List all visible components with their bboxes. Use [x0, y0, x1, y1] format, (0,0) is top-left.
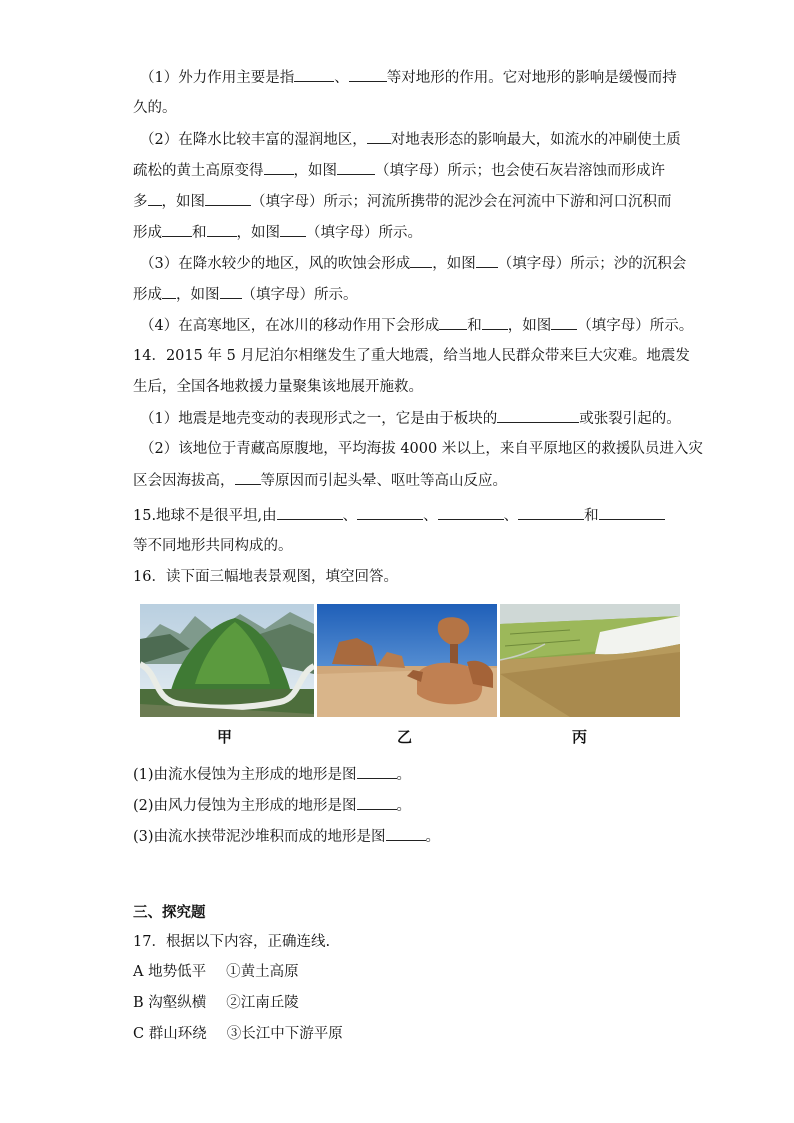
answer-blank[interactable]	[438, 505, 504, 520]
landscape-photo-yi	[317, 604, 497, 717]
answer-blank[interactable]	[264, 160, 294, 175]
q13-part4: （4）在高寒地区，在冰川的移动作用下会形成 和 ，如图 （填字母）所示。	[140, 315, 693, 336]
q17-row	[133, 993, 299, 1013]
answer-blank[interactable]	[476, 253, 498, 268]
answer-blank[interactable]	[518, 505, 584, 520]
q13-part3-line2: 形成 ，如图 （填字母）所示。	[133, 284, 358, 305]
q17-right-item[interactable]: ①黄土高原	[226, 964, 299, 980]
q17-left-item[interactable]: A 地势低平	[133, 964, 207, 980]
answer-blank[interactable]	[162, 222, 192, 237]
answer-blank[interactable]	[482, 315, 508, 330]
answer-blank[interactable]	[220, 284, 242, 299]
q16-sub1: (1)由流水侵蚀为主形成的地形是图 。	[133, 764, 411, 785]
river-meander-illustration	[140, 604, 314, 717]
q17-left-item[interactable]: C 群山环绕	[133, 1026, 207, 1042]
q15-line1: 15.地球不是很平坦,由 、 、 、 和	[133, 505, 665, 526]
q14-stem-line1: 14．2015 年 5 月尼泊尔相继发生了重大地震，给当地人民群众带来巨大灾难。地震发	[133, 348, 690, 364]
q14-part2-line1: （2）该地位于青藏高原腹地，平均海拔 4000 米以上，来自平原地区的救援队员进入灾	[140, 441, 703, 457]
q13-part2-line1: （2）在降水比较丰富的湿润地区， 对地表形态的影响最大，如流水的冲刷使土质	[140, 129, 681, 150]
q13-part2-line3: 多 ，如图 （填字母）所示；河流所携带的泥沙会在河流中下游和河口沉积而	[133, 191, 672, 212]
answer-blank[interactable]	[235, 470, 261, 485]
q17-left-item[interactable]: B 沟壑纵横	[133, 995, 207, 1011]
answer-blank[interactable]	[280, 222, 306, 237]
photo-caption-yi: 乙	[397, 728, 413, 746]
desert-rock-illustration	[317, 604, 497, 717]
photo-caption-jia: 甲	[217, 728, 233, 746]
q13-part1-line2: 久的。	[133, 100, 177, 116]
q17-right-item[interactable]: ②江南丘陵	[226, 995, 299, 1011]
q17-stem: 17．根据以下内容，正确连线.	[133, 934, 331, 950]
answer-blank[interactable]	[162, 284, 176, 299]
answer-blank[interactable]	[357, 795, 397, 810]
section-heading: 三、探究题	[133, 904, 206, 921]
answer-blank[interactable]	[367, 129, 391, 144]
photo-caption-bing: 丙	[572, 728, 588, 746]
q16-stem: 16．读下面三幅地表景观图，填空回答。	[133, 569, 398, 585]
answer-blank[interactable]	[277, 505, 343, 520]
answer-blank[interactable]	[207, 222, 237, 237]
q13-part1-line1: （1）外力作用主要是指 、 等对地形的作用。它对地形的影响是缓慢而持	[140, 67, 677, 88]
answer-blank[interactable]	[599, 505, 665, 520]
answer-blank[interactable]	[439, 315, 467, 330]
river-plain-illustration	[500, 604, 680, 717]
answer-blank[interactable]	[337, 160, 375, 175]
answer-blank[interactable]	[410, 253, 432, 268]
q13-part3-line1: （3）在降水较少的地区，风的吹蚀会形成 ，如图 （填字母）所示；沙的沉积会	[140, 253, 686, 274]
landscape-photo-jia	[140, 604, 314, 717]
answer-blank[interactable]	[497, 408, 579, 423]
answer-blank[interactable]	[386, 826, 426, 841]
q14-part2-line2: 区会因海拔高， 等原因而引起头晕、呕吐等高山反应。	[133, 470, 507, 491]
q14-stem-line2: 生后，全国各地救援力量聚集该地展开施救。	[133, 379, 423, 395]
answer-blank[interactable]	[357, 505, 423, 520]
q17-right-item[interactable]: ③长江中下游平原	[226, 1026, 343, 1042]
q13-part2-line4: 形成 和 ，如图 （填字母）所示。	[133, 222, 422, 243]
q17-row	[133, 1024, 343, 1044]
answer-blank[interactable]	[551, 315, 577, 330]
q17-row	[133, 962, 299, 982]
landscape-photo-bing	[500, 604, 680, 717]
q14-part1: （1）地震是地壳变动的表现形式之一，它是由于板块的 或张裂引起的。	[140, 408, 681, 429]
q13-part2-line2: 疏松的黄土高原变得 ，如图 （填字母）所示；也会使石灰岩溶蚀而形成许	[133, 160, 665, 181]
answer-blank[interactable]	[349, 67, 387, 82]
answer-blank[interactable]	[205, 191, 251, 206]
q16-sub2: (2)由风力侵蚀为主形成的地形是图 。	[133, 795, 411, 816]
answer-blank[interactable]	[148, 191, 162, 206]
q16-sub3: (3)由流水挟带泥沙堆积而成的地形是图 。	[133, 826, 440, 847]
answer-blank[interactable]	[357, 764, 397, 779]
q15-line2: 等不同地形共同构成的。	[133, 538, 293, 554]
answer-blank[interactable]	[294, 67, 334, 82]
